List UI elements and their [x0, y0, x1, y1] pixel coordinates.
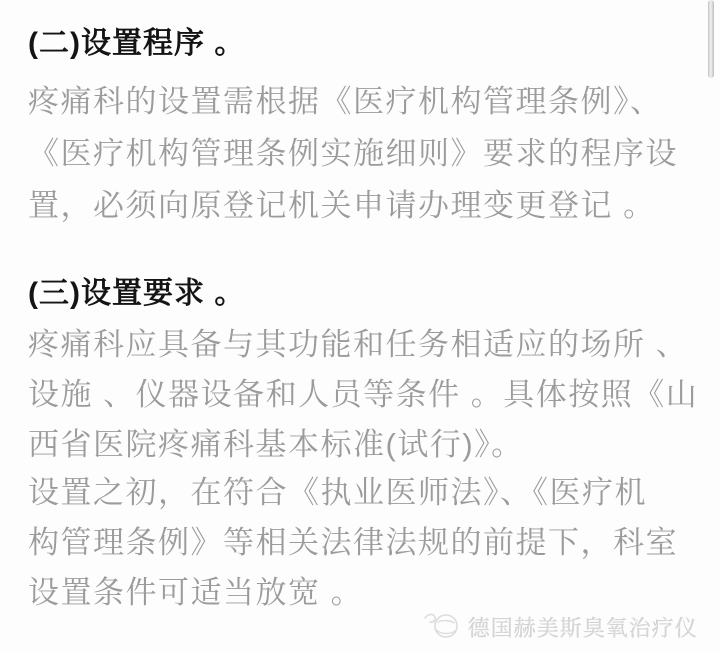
- paragraph-line: 疼痛科应具备与其功能和任务相适应的场所 、: [28, 327, 689, 362]
- paragraph-line: 设置条件可适当放宽 。: [28, 575, 364, 610]
- ozone-swirl-logo-icon: [422, 610, 462, 644]
- paragraph-setup-requirements: [28, 320, 698, 470]
- paragraph-line: 疼痛科的设置需根据《医疗机构管理条例》、: [28, 84, 663, 119]
- paragraph-line: 构管理条例》等相关法律法规的前提下，科室: [28, 525, 678, 560]
- section-heading-setup-procedure: (二)设置程序 。: [28, 27, 246, 60]
- paragraph-line: 置，必须向原登记机关申请办理变更登记 。: [28, 188, 656, 223]
- section-heading-setup-requirements: (三)设置要求 。: [28, 277, 246, 310]
- paragraph-line: 《医疗机构管理条例实施细则》要求的程序设: [28, 136, 678, 171]
- paragraph-line: 设施 、仪器设备和人员等条件 。具体按照《山: [28, 377, 699, 412]
- watermark-text: 德国赫美斯臭氧治疗仪: [467, 615, 698, 641]
- paragraph-line: 设置之初，在符合《执业医师法》、《医疗机: [28, 475, 647, 510]
- paragraph-setup-relaxation: [28, 468, 678, 618]
- brand-watermark: [422, 610, 698, 644]
- paragraph-setup-procedure: [28, 76, 678, 232]
- scrollbar-thumb[interactable]: [708, 0, 714, 78]
- paragraph-line: 西省医院疼痛科基本标准(试行)》。: [28, 427, 524, 462]
